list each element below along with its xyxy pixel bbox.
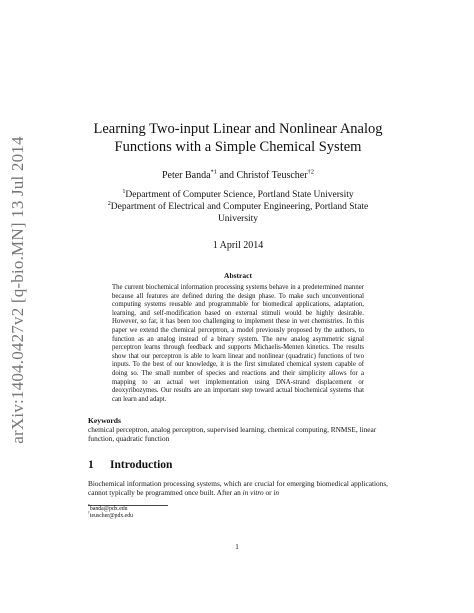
page-number: 1: [235, 542, 239, 551]
publication-date: 1 April 2014: [212, 240, 264, 251]
footnote-2: [88, 510, 388, 520]
intro-emphasis-in-vitro: in vitro: [242, 488, 264, 498]
author-connector: and: [217, 170, 237, 181]
intro-text-2: or: [263, 488, 274, 498]
footnote-1-mark: *: [88, 503, 90, 508]
author-list: [88, 170, 388, 181]
paper-title: [88, 120, 388, 156]
footnote-1-email: banda@pdx.edu: [89, 505, 128, 512]
author-1-name: Peter Banda: [161, 170, 211, 181]
affiliation-1-mark: 1: [122, 188, 126, 195]
abstract-heading: Abstract: [224, 271, 252, 280]
section-number: 1: [88, 459, 94, 472]
section-title: Introduction: [110, 459, 173, 472]
affiliation-2-line-1: Department of Electrical and Computer Engineering, Portland State: [110, 202, 369, 212]
affiliation-2-line-2: University: [217, 214, 259, 224]
affiliations: [88, 189, 388, 225]
arxiv-identifier-stamp: [6, 120, 30, 460]
intro-text-1: Biochemical information processing systems, which are crucial for emerging biomedical applications, cannot typically be programmed once built. After an: [88, 479, 388, 498]
footnote-1: [88, 503, 388, 513]
section-heading-introduction: [88, 459, 388, 471]
footnote-2-email: teuscher@pdx.edu: [89, 512, 134, 519]
affiliation-1-text: Department of Computer Science, Portland State University: [125, 190, 354, 200]
author-2-name: Christof Teuscher: [236, 170, 308, 181]
keywords-heading: Keywords: [88, 416, 121, 426]
affiliation-2: [88, 201, 388, 225]
intro-emphasis-in: in: [273, 488, 280, 498]
author-2-marks: †2: [307, 168, 315, 176]
abstract-body: The current biochemical information processing systems behave in a predetermined manner because all features are defined during the design phase. To make such unconventional computing systems reusable and programmable for biomedical applications, adaptation, learning, and self-modification based on external stimuli would be highly desirable. However, so far, it has been too challenging to implement these in wet chemistries. In this paper we extend the chemical perceptron, a model previously proposed by the authors, to function as an analog instead of a binary system. The new analog asymmetric signal perceptron learns through feedback and supports Michaelis-Menten kinetics. The results show that our perceptron is able to learn linear and nonlinear (quadratic) functions of two inputs. To the best of our knowledge, it is the first simulated chemical system capable of doing so. The small number of species and reactions and their simplicity allows for a mapping to an actual wet implementation using DNA-strand displacement or deoxyribozymes. Our results are an important step toward actual biochemical systems that can learn and adapt.: [112, 284, 364, 403]
arxiv-identifier-text: arXiv:1404.0427v2 [q-bio.MN] 13 Jul 2014: [8, 136, 27, 444]
paper-first-page: [88, 120, 388, 520]
title-line-1: Learning Two-input Linear and Nonlinear Analog: [93, 121, 383, 137]
keywords-list: chemical perceptron, analog perceptron, supervised learning, chemical computing, RNMSE, linear function, quadratic function: [88, 425, 377, 444]
title-line-2: Functions with a Simple Chemical System: [114, 139, 362, 155]
author-1-marks: *1: [210, 168, 218, 176]
footnote-2-mark: †: [88, 510, 90, 515]
introduction-paragraph: [88, 479, 388, 497]
affiliation-2-mark: 2: [107, 200, 111, 207]
affiliation-1: [88, 189, 388, 201]
